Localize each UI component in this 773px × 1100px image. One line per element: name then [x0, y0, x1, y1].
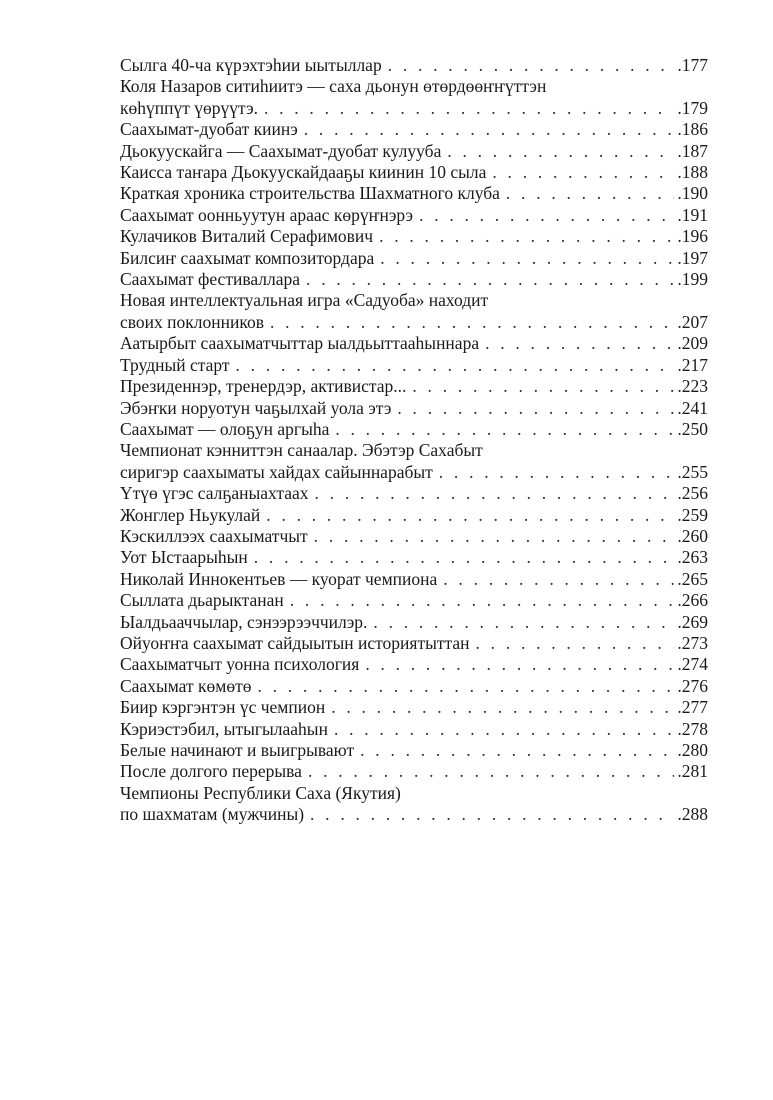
- toc-entry-row: [120, 654, 708, 675]
- toc-entry-page-number: .177: [677, 55, 708, 75]
- dot-leader: [310, 804, 674, 825]
- dot-leader: [447, 141, 674, 162]
- toc-entry-page-number: .273: [677, 632, 708, 653]
- toc-entry: [120, 483, 708, 504]
- toc-entry-row: [120, 312, 708, 333]
- table-of-contents: [120, 55, 708, 826]
- toc-entry-title: сиригэр саахыматы хайдах сайыннарабыт: [120, 461, 433, 482]
- toc-entry-page-number: .188: [677, 162, 708, 183]
- toc-entry-title-line: Чемпионат кэнниттэн санаалар. Эбэтэр Сахабыт: [120, 440, 483, 461]
- toc-entry-row: [120, 419, 708, 440]
- toc-entry-row: [120, 633, 708, 654]
- toc-entry: [120, 76, 708, 119]
- toc-entry-row: [120, 141, 708, 162]
- toc-entry: [120, 590, 708, 611]
- toc-entry: [120, 141, 708, 162]
- toc-entry: [120, 119, 708, 140]
- toc-entry-page-number: .260: [677, 525, 708, 546]
- toc-entry-page-number: .263: [677, 547, 708, 568]
- dot-leader: [308, 761, 674, 782]
- toc-entry-page-number: .278: [677, 718, 708, 739]
- toc-entry: [120, 290, 708, 333]
- toc-entry-page-number: .209: [677, 333, 708, 354]
- dot-leader: [380, 248, 674, 269]
- toc-entry: [120, 505, 708, 526]
- toc-entry-row: [120, 590, 708, 611]
- toc-entry-page-number: .265: [677, 568, 708, 589]
- toc-entry-title: Билсиҥ саахымат композитордара: [120, 247, 375, 268]
- toc-entry-page-number: .217: [677, 354, 708, 375]
- toc-entry-title: Уот Ыстаарыһын: [120, 547, 248, 568]
- toc-entry-row: [120, 569, 708, 590]
- toc-entry-page-number: .288: [677, 804, 708, 825]
- toc-entry-title: Саахымат-дуобат киинэ: [120, 119, 298, 140]
- toc-entry-row: [120, 612, 708, 633]
- toc-entry-title: Трудный старт: [120, 354, 230, 375]
- dot-leader: [412, 376, 674, 397]
- dot-leader: [506, 183, 674, 204]
- toc-entry-row: [120, 719, 708, 740]
- dot-leader: [236, 355, 675, 376]
- toc-entry: [120, 440, 708, 483]
- dot-leader: [365, 654, 674, 675]
- dot-leader: [314, 526, 675, 547]
- toc-entry-page-number: .256: [677, 483, 708, 504]
- toc-entry-row: [120, 226, 708, 247]
- toc-entry-row: [120, 483, 708, 504]
- toc-entry-title-line: Коля Назаров ситиһиитэ — саха дьонун өтөрдөөҥҥүттэн: [120, 76, 547, 97]
- toc-entry: [120, 248, 708, 269]
- toc-entry-row: [120, 205, 708, 226]
- toc-entry-title: Саахымат көмөтө: [120, 675, 252, 696]
- dot-leader: [254, 547, 675, 568]
- toc-entry-page-number: .196: [677, 226, 708, 247]
- dot-leader: [315, 483, 675, 504]
- toc-entry-page-number: .191: [677, 204, 708, 225]
- dot-leader: [419, 205, 674, 226]
- dot-leader: [270, 312, 674, 333]
- toc-entry-row: [120, 376, 708, 397]
- toc-entry: [120, 376, 708, 397]
- toc-entry-title: Кулачиков Виталий Серафимович: [120, 226, 374, 247]
- dot-leader: [266, 505, 674, 526]
- toc-entry: [120, 205, 708, 226]
- dot-leader: [304, 119, 675, 140]
- toc-entry-row: [120, 804, 708, 825]
- toc-entry-title: Каисса таҥара Дьокуускайдааҕы киинин 10 сыла: [120, 162, 487, 183]
- toc-entry-title: После долгого перерыва: [120, 761, 302, 782]
- toc-entry-page-number: .223: [677, 376, 708, 397]
- toc-entry: [120, 654, 708, 675]
- toc-entry-page-number: .186: [677, 119, 708, 140]
- toc-entry-title: Ыалдьааччылар, сэнээрээччилэр.: [120, 611, 368, 632]
- toc-entry-row: [120, 355, 708, 376]
- toc-entry: [120, 569, 708, 590]
- toc-entry-page-number: .241: [677, 397, 708, 418]
- toc-entry-title: Жонглер Ньукулай: [120, 504, 261, 525]
- toc-entry: [120, 719, 708, 740]
- toc-entry-row: [120, 98, 708, 119]
- toc-entry-title: Ойуоҥҥа саахымат сайдыытын историятыттан: [120, 632, 470, 653]
- dot-leader: [306, 269, 674, 290]
- toc-entry-title: Кэскиллээх саахыматчыт: [120, 525, 308, 546]
- toc-entry-row: [120, 761, 708, 782]
- toc-entry-row: [120, 55, 708, 76]
- toc-entry-page-number: .197: [677, 247, 708, 268]
- dot-leader: [257, 676, 674, 697]
- toc-entry-title: Сылга 40-ча күрэхтэһии ыытыллар: [120, 55, 382, 75]
- toc-entry-page-number: .269: [677, 611, 708, 632]
- toc-entry-row: [120, 547, 708, 568]
- toc-entry-title: Белые начинают и выигрывают: [120, 740, 355, 760]
- dot-leader: [443, 569, 674, 590]
- dot-leader: [492, 162, 674, 183]
- toc-entry-title: Саахымат — олоҕун аргыһа: [120, 418, 330, 439]
- toc-entry-title: Николай Иннокентьев — куорат чемпиона: [120, 568, 438, 589]
- toc-entry-page-number: .281: [677, 761, 708, 782]
- dot-leader: [331, 697, 674, 718]
- toc-entry: [120, 783, 708, 826]
- dot-leader: [335, 419, 674, 440]
- toc-entry: [120, 697, 708, 718]
- dot-leader: [360, 740, 674, 761]
- toc-entry: [120, 183, 708, 204]
- toc-entry-title: Кэриэстэбил, ытыгылааһын: [120, 718, 328, 739]
- toc-entry-page-number: .207: [677, 311, 708, 332]
- dot-leader: [379, 226, 674, 247]
- toc-entry: [120, 761, 708, 782]
- toc-entry-row: [120, 462, 708, 483]
- toc-entry-page-number: .280: [677, 740, 708, 760]
- toc-entry: [120, 355, 708, 376]
- toc-entry-page-number: .274: [677, 654, 708, 675]
- toc-entry-page-number: .179: [677, 97, 708, 118]
- toc-entry-row: [120, 162, 708, 183]
- toc-entry-row: [120, 119, 708, 140]
- toc-entry-title: своих поклонников: [120, 311, 264, 332]
- toc-entry-title: Үтүө үгэс салҕаныахтаах: [120, 483, 309, 504]
- toc-entry-page-number: .259: [677, 504, 708, 525]
- toc-entry: [120, 269, 708, 290]
- dot-leader: [334, 719, 674, 740]
- toc-entry-row: [120, 248, 708, 269]
- toc-entry-title: Саахымат оонньуутун араас көрүҥнэрэ: [120, 204, 414, 225]
- toc-entry: [120, 526, 708, 547]
- toc-entry-row: [120, 505, 708, 526]
- toc-entry-page-number: .266: [677, 590, 708, 611]
- toc-entry-title-line: Чемпионы Республики Саха (Якутия): [120, 782, 401, 803]
- toc-entry-title: Эбэҥки норуотун чаҕылхай уола этэ: [120, 397, 392, 418]
- toc-entry-page-number: .250: [677, 418, 708, 439]
- toc-entry-row: [120, 526, 708, 547]
- dot-leader: [397, 398, 674, 419]
- dot-leader: [439, 462, 675, 483]
- toc-entry-page-number: .255: [677, 461, 708, 482]
- toc-entry: [120, 419, 708, 440]
- dot-leader: [264, 98, 674, 119]
- toc-entry: [120, 612, 708, 633]
- toc-entry-title: Дьокуускайга — Саахымат-дуобат кулууба: [120, 140, 442, 161]
- toc-entry-row: [120, 269, 708, 290]
- toc-entry-title: көһүппүт үөрүүтэ.: [120, 97, 258, 118]
- toc-entry-page-number: .190: [677, 183, 708, 204]
- toc-entry-title: Саахымат фестиваллара: [120, 269, 301, 290]
- toc-entry-page-number: .277: [677, 697, 708, 718]
- dot-leader: [388, 55, 675, 76]
- toc-entry-row: [120, 398, 708, 419]
- toc-entry-title: Краткая хроника строительства Шахматного клуба: [120, 183, 500, 204]
- toc-entry: [120, 226, 708, 247]
- toc-entry-title: Сыллата дьарыктанан: [120, 590, 284, 611]
- toc-entry-title: по шахматам (мужчины): [120, 804, 305, 825]
- dot-leader: [476, 633, 675, 654]
- toc-entry-row: [120, 740, 708, 761]
- dot-leader: [373, 612, 674, 633]
- toc-entry-title: Саахыматчыт уонна психология: [120, 654, 360, 675]
- toc-entry-title: Биир кэргэнтэн үс чемпион: [120, 697, 326, 718]
- toc-entry-page-number: .199: [677, 269, 708, 290]
- toc-entry-row: [120, 183, 708, 204]
- toc-entry: [120, 676, 708, 697]
- toc-entry-title: Президеннэр, тренердэр, активистар...: [120, 376, 407, 397]
- toc-entry: [120, 547, 708, 568]
- toc-entry: [120, 633, 708, 654]
- toc-entry: [120, 740, 708, 761]
- toc-entry-row: [120, 676, 708, 697]
- toc-entry-row: [120, 333, 708, 354]
- toc-entry-page-number: .187: [677, 140, 708, 161]
- toc-entry-title: Аатырбыт саахыматчыттар ыалдьыттааһыннара: [120, 333, 480, 354]
- toc-entry-row: [120, 697, 708, 718]
- toc-entry: [120, 55, 708, 76]
- toc-entry: [120, 333, 708, 354]
- toc-entry: [120, 398, 708, 419]
- dot-leader: [290, 590, 675, 611]
- dot-leader: [485, 333, 674, 354]
- toc-entry-page-number: .276: [677, 675, 708, 696]
- toc-entry: [120, 162, 708, 183]
- toc-entry-title-line: Новая интеллектуальная игра «Садуоба» находит: [120, 290, 489, 311]
